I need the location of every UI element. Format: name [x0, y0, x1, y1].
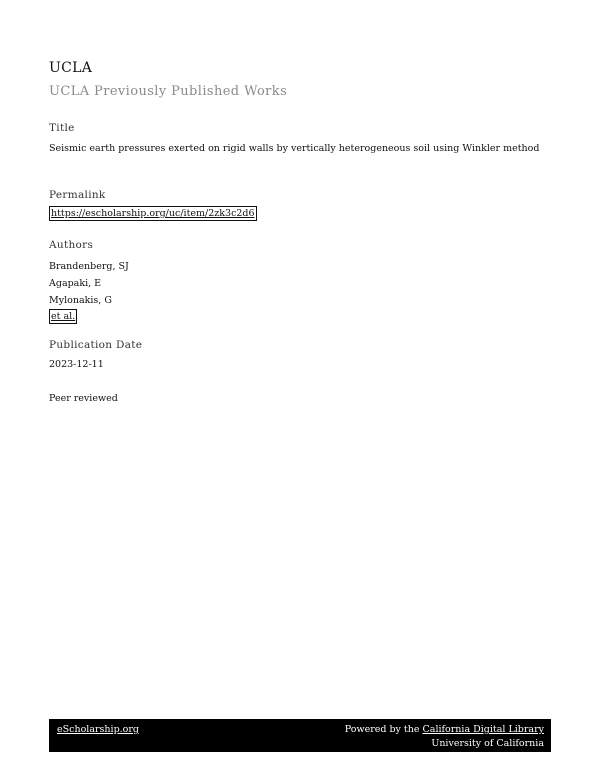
author-name: Agapaki, E [49, 278, 102, 289]
powered-by-line [345, 723, 544, 737]
authors-label: Authors [49, 239, 94, 251]
publication-date: 2023-12-11 [49, 359, 104, 370]
author-name: Brandenberg, SJ [49, 261, 129, 272]
peer-review-status: Peer reviewed [49, 393, 118, 404]
escholarship-link[interactable]: eScholarship.org [57, 724, 140, 735]
title-label: Title [49, 122, 75, 134]
author-name: Mylonakis, G [49, 295, 112, 306]
document-title: Seismic earth pressures exerted on rigid walls by vertically heterogeneous soil using Winkler method [49, 143, 540, 154]
authors-list [49, 258, 129, 325]
institution-name: UCLA [49, 60, 93, 76]
permalink-label: Permalink [49, 189, 106, 201]
permalink-link[interactable]: https://escholarship.org/uc/item/2zk3c2d6 [51, 208, 255, 219]
more-authors-link[interactable]: et al. [51, 311, 76, 322]
footer-bar [49, 719, 551, 752]
publication-date-label: Publication Date [49, 339, 143, 351]
footer-credits [345, 723, 544, 751]
series-name: UCLA Previously Published Works [49, 84, 288, 99]
powered-by-text: Powered by the [344, 724, 423, 735]
university-name: University of California [431, 738, 544, 749]
permalink-container [49, 206, 257, 222]
cdl-link[interactable]: California Digital Library [422, 724, 544, 735]
